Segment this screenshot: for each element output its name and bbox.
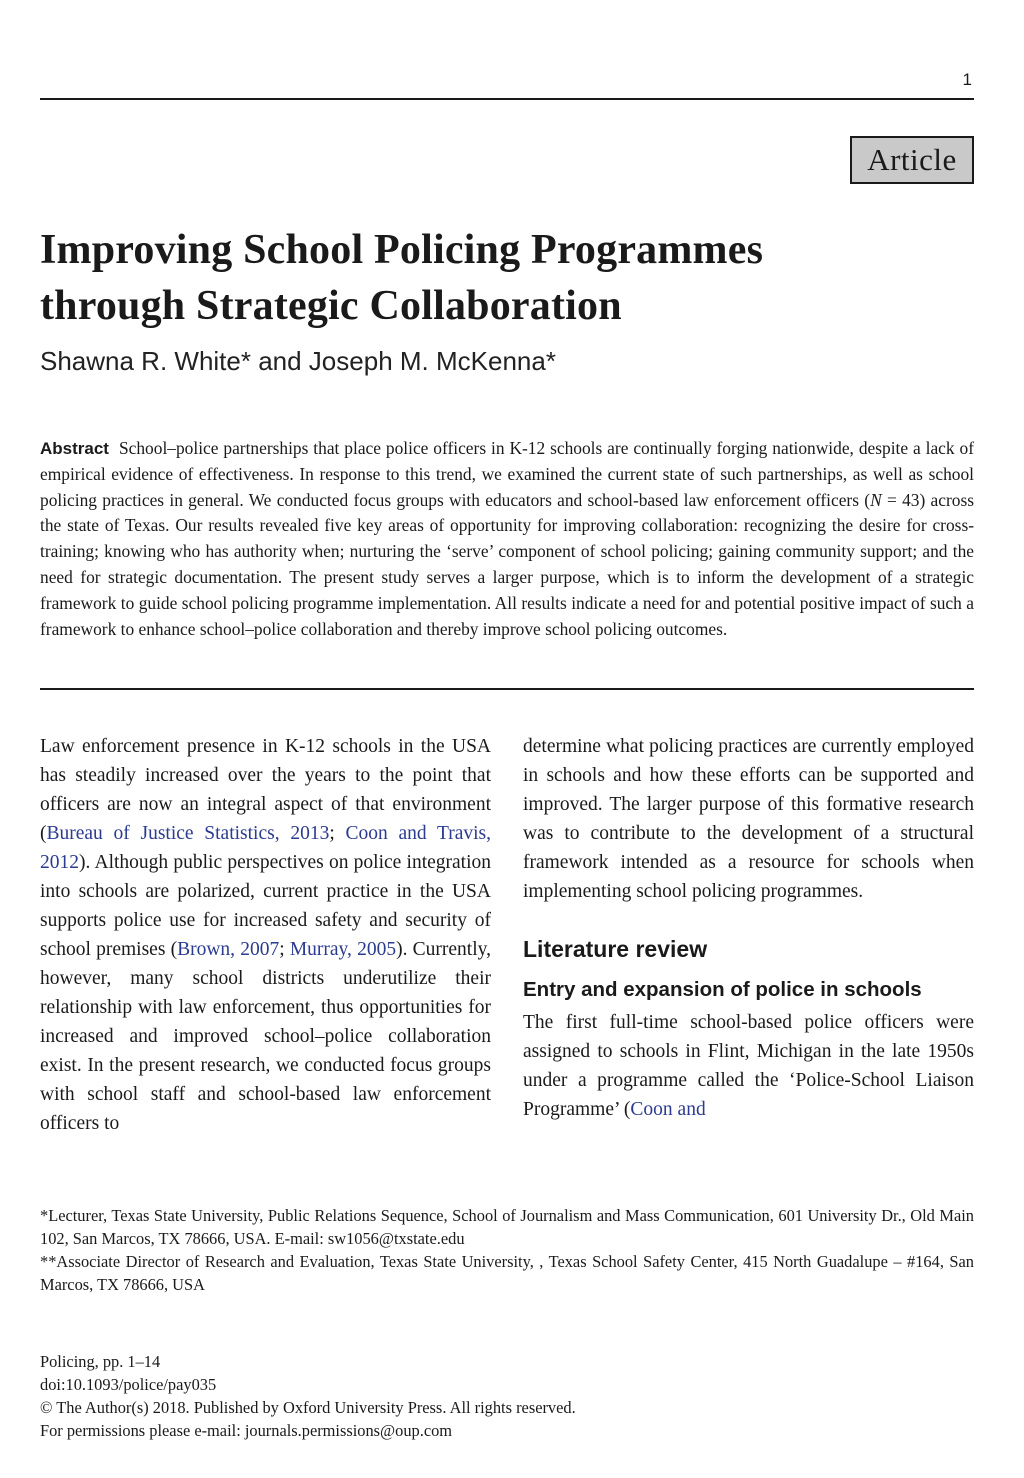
intro-text-c: ). Currently, however, many school districts underutilize their relationship with law enforcement, thus opportunities for increased and improved school–police collaboration exist. In the present research, we conducted focus groups with school staff and school-based law enforcement officers to <box>40 939 491 1134</box>
literature-text-a: The first full-time school-based police officers were assigned to schools in Flint, Michigan in the late 1950s under a programme called the ‘Police-School Liaison Programme’ ( <box>523 1012 974 1120</box>
article-type-badge: Article <box>850 136 974 184</box>
citation-brown-2007[interactable]: Brown, 2007 <box>177 939 280 960</box>
intro-paragraph-continued: determine what policing practices are currently employed in schools and how these efforts can be supported and improved. The larger purpose of this formative research was to contribute to the development of a structural framework intended as a resource for schools when implementing school policing programmes. <box>523 736 974 902</box>
abstract-text-part-1: School–police partnerships that place police officers in K-12 schools are continually forging nationwide, despite a lack of empirical evidence of effectiveness. In response to this trend, we examined the current state of such partnerships, as well as school policing practices in general. We conducted focus groups with educators and school-based law enforcement officers ( <box>40 438 974 510</box>
abstract-rule <box>40 688 974 690</box>
footnote-white: *Lecturer, Texas State University, Public Relations Sequence, School of Journalism and Mass Communication, 601 University Dr., Old Main 102, San Marcos, TX 78666, USA. E-mail: sw1056@txstate.edu <box>40 1206 974 1248</box>
intro-text-a: Law enforcement presence in K-12 schools in the USA has steadily increased over the years to the point that officers are now an integral aspect of that environment ( <box>40 736 491 844</box>
title-line-1: Improving School Policing Programmes <box>40 227 764 273</box>
citation-coon-and[interactable]: Coon and <box>630 1099 706 1120</box>
section-heading-literature-review: Literature review <box>523 936 708 962</box>
journal-pages: Policing, pp. 1–14 <box>40 1352 161 1371</box>
citation-separator-2: ; <box>279 939 290 960</box>
abstract-text-part-2: = 43) across the state of Texas. Our results revealed five key areas of opportunity for improving collaboration: recognizing the desire for cross-training; knowing who has authority when; nurturing the ‘serve’ component of school policing; gaining community support; and the need for strategic documentation. The present study serves a larger purpose, which is to inform the development of a strategic framework to guide school policing programme implementation. All results indicate a need for and potential positive impact of such a framework to enhance school–police collaboration and thereby improve school policing outcomes. <box>40 489 974 639</box>
doi: doi:10.1093/police/pay035 <box>40 1375 217 1394</box>
publication-metadata <box>40 1350 974 1442</box>
citation-bjs-2013[interactable]: Bureau of Justice Statistics, 2013 <box>46 823 330 844</box>
title-line-2: through Strategic Collaboration <box>40 283 622 329</box>
permissions: For permissions please e-mail: journals.permissions@oup.com <box>40 1421 453 1440</box>
citation-separator-1: ; <box>329 823 346 844</box>
abstract-n-symbol: N <box>870 489 882 510</box>
header-rule <box>40 98 974 100</box>
literature-paragraph <box>523 1008 974 1124</box>
body-column-left <box>40 732 491 1138</box>
footnote-mckenna: **Associate Director of Research and Evaluation, Texas State University, , Texas School Safety Center, 415 North Guadalupe – #164, San Marcos, TX 78666, USA <box>40 1252 974 1294</box>
abstract-label: Abstract <box>40 439 109 458</box>
author-list: Shawna R. White* and Joseph M. McKenna* <box>40 346 556 376</box>
article-title <box>40 222 980 334</box>
copyright: © The Author(s) 2018. Published by Oxford University Press. All rights reserved. <box>40 1398 576 1417</box>
body-column-right <box>523 732 974 1124</box>
abstract <box>40 436 974 642</box>
citation-coon-travis-2012[interactable]: Coon and Travis, 2012 <box>40 823 491 873</box>
intro-paragraph <box>40 732 491 1138</box>
author-footnotes <box>40 1204 974 1296</box>
citation-murray-2005[interactable]: Murray, 2005 <box>289 939 397 960</box>
intro-text-b: ). Although public perspectives on police integration into schools are polarized, current practice in the USA supports police use for increased safety and security of school premises ( <box>40 852 491 960</box>
subsection-heading-entry-expansion: Entry and expansion of police in schools <box>523 978 922 1001</box>
page-number: 1 <box>962 70 972 89</box>
